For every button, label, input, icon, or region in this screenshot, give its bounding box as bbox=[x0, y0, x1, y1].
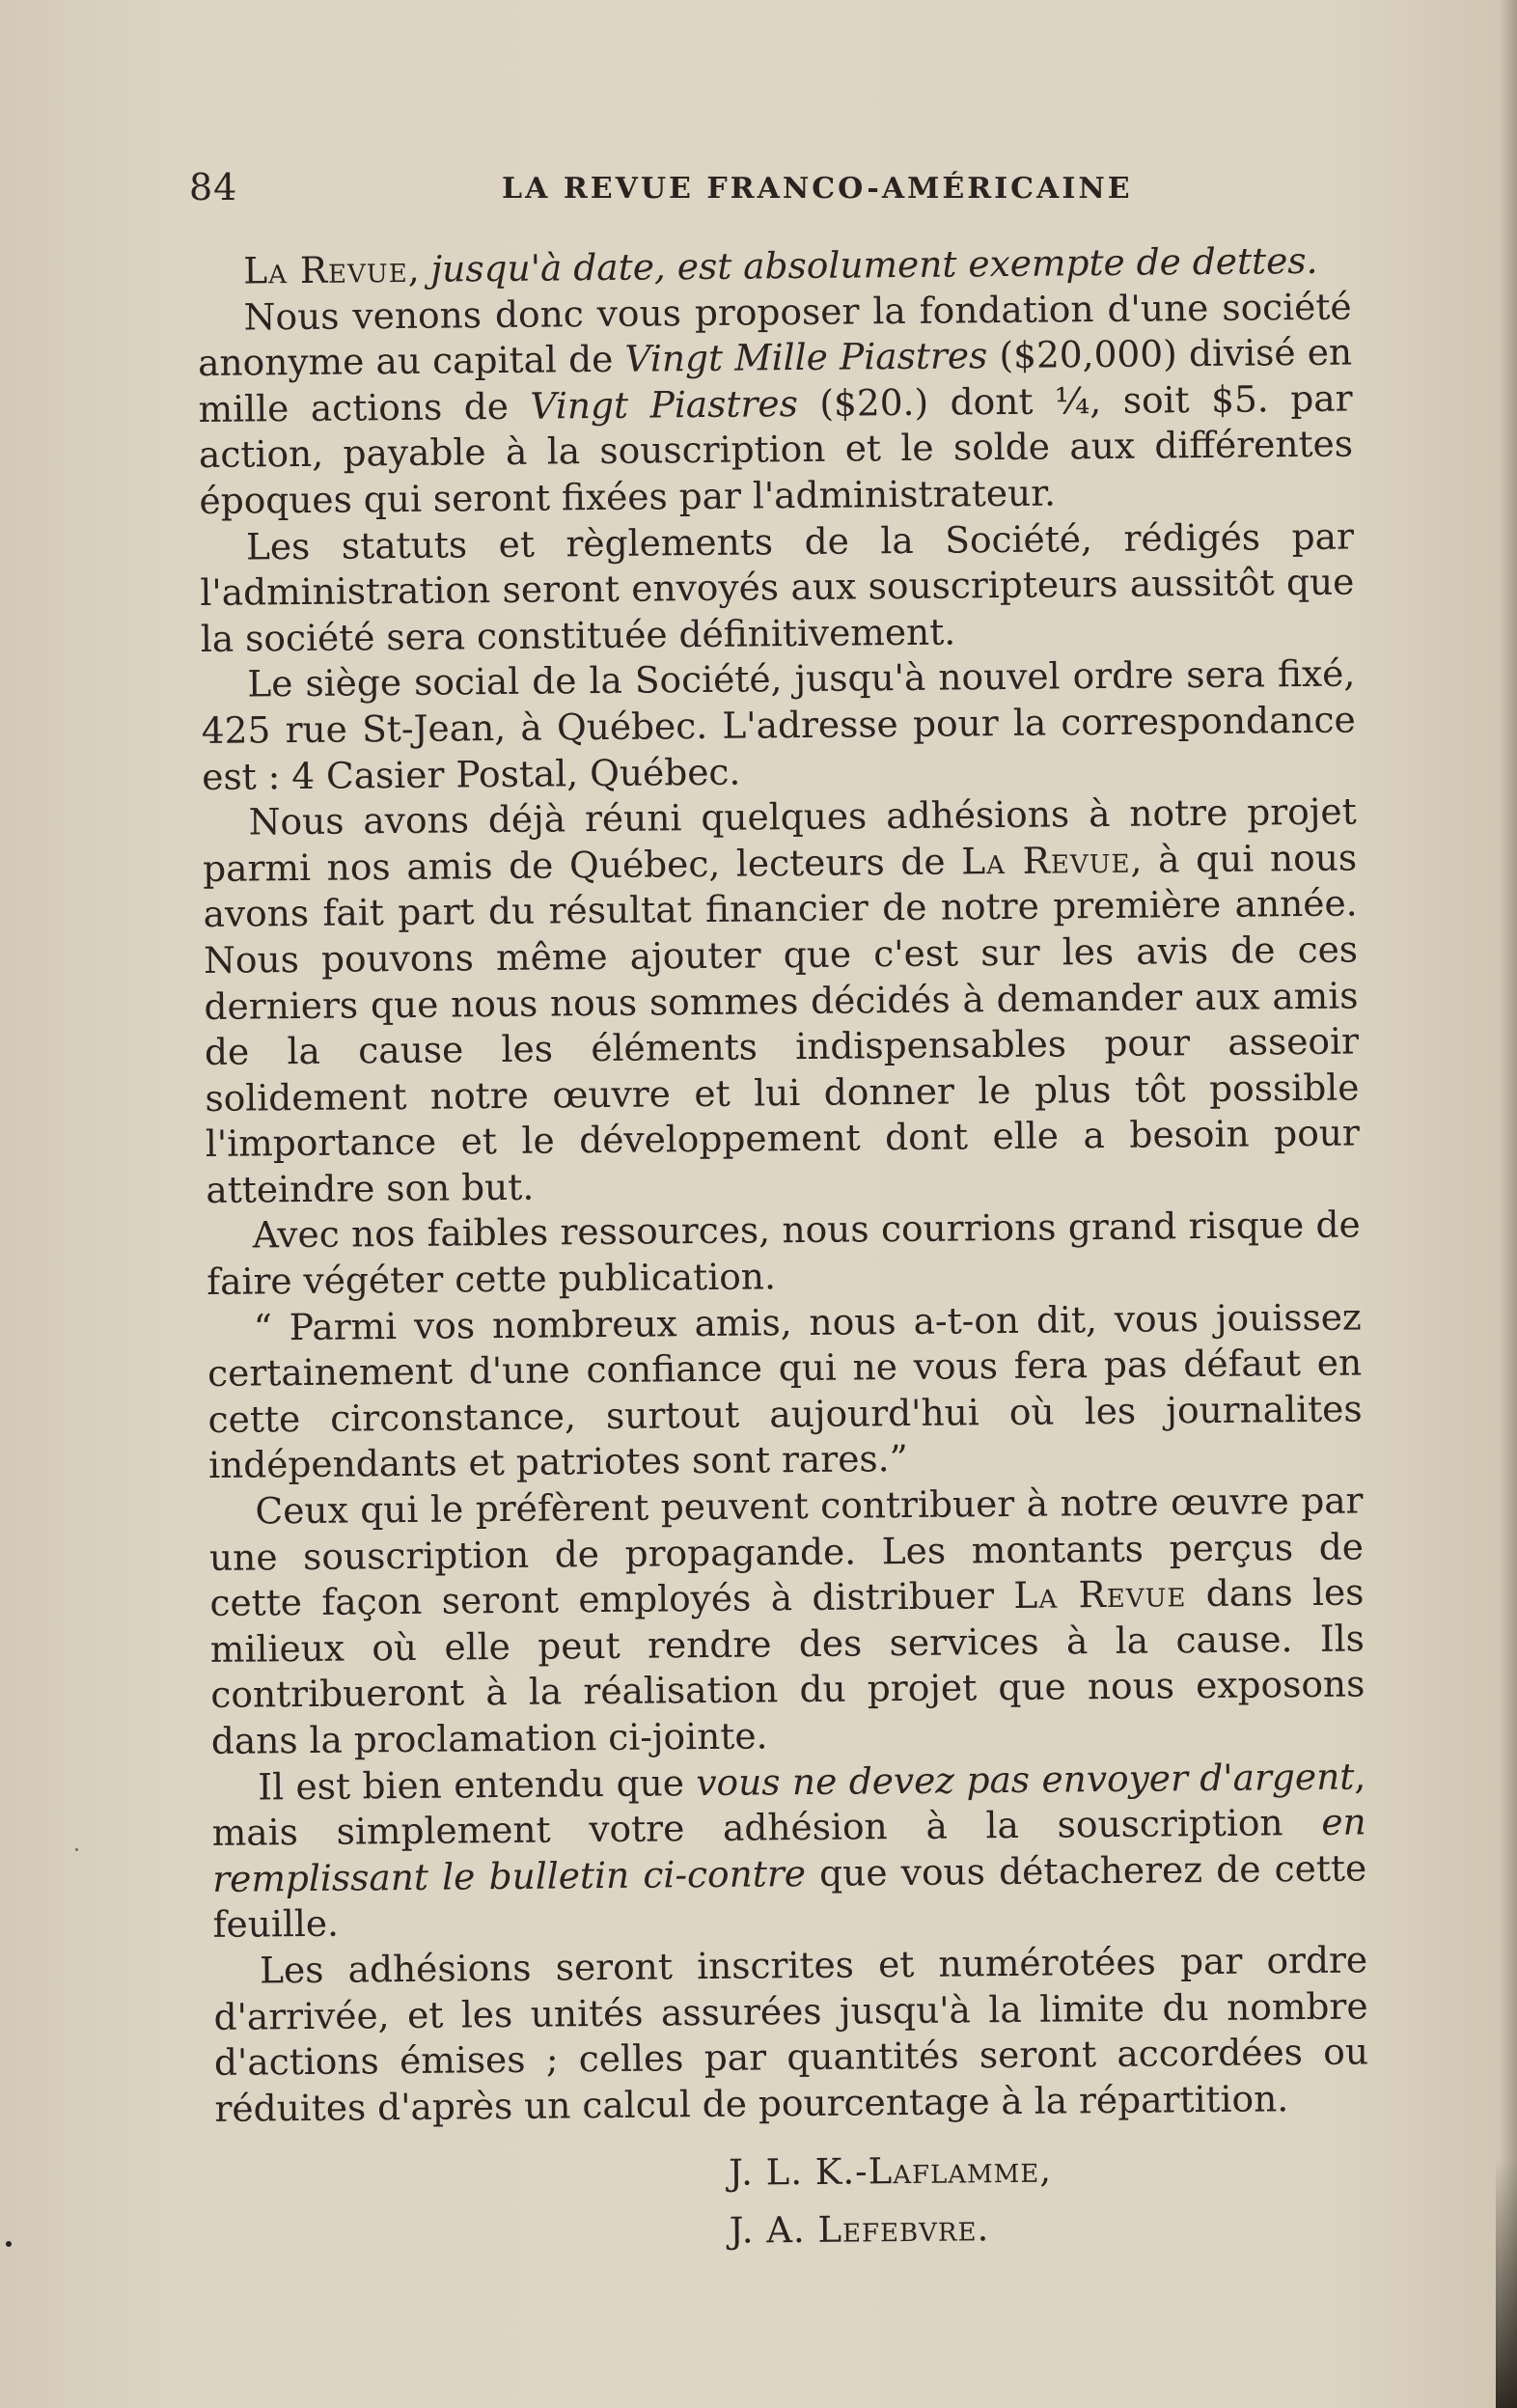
page-edge-shadow bbox=[1500, 0, 1517, 2408]
paragraph-6: Avec nos faibles ressources, nous courrions grand risque de faire végéter cette publication. bbox=[207, 1203, 1361, 1304]
text-run: ($20,000) divisé en mille actions de bbox=[198, 330, 1353, 430]
text-run: Nous venons donc vous proposer la fondation d'une société anonyme au capital de bbox=[197, 285, 1352, 385]
no-money-note: vous ne devez pas envoyer d'argent bbox=[696, 1755, 1355, 1804]
text-run: , mais simplement votre adhésion à la souscription bbox=[211, 1755, 1366, 1855]
comma: , bbox=[407, 247, 431, 291]
paragraph-2 bbox=[197, 284, 1353, 524]
debt-free-statement: jusqu'à date, est absolument exempte de dettes. bbox=[430, 238, 1318, 291]
journal-name: La Revue bbox=[243, 247, 408, 292]
paragraph-4: Le siège social de la Société, jusqu'à nouvel ordre sera fixé, 425 rue St-Jean, à Québec. L'adresse pour la correspondance est : 4 Casier Postal, Québec. bbox=[201, 651, 1356, 798]
share-value: Vingt Piastres bbox=[530, 381, 799, 428]
paragraph-8 bbox=[208, 1478, 1365, 1764]
journal-name: La Revue bbox=[961, 838, 1131, 883]
paragraph-3: Les statuts et règlements de la Société, rédigés par l'administration seront envoyés aux souscripteurs aussitôt que la société sera constituée définitivement. bbox=[200, 514, 1355, 660]
capital-amount: Vingt Mille Piastres bbox=[624, 334, 988, 380]
text-run: ($20.) dont ¼, soit $5. par action, payable à la souscription et le solde aux différentes époques qui seront fixées par l'administrateur. bbox=[198, 376, 1354, 522]
paragraph-7: “ Parmi vos nombreux amis, nous a-t-on dit, vous jouissez certainement d'une confiance qui ne vous fera pas défaut en cette circonstance, surtout aujourd'hui où les journalites indépendants et patriotes sont rares.” bbox=[207, 1295, 1363, 1487]
print-speck bbox=[75, 1848, 78, 1851]
text-run: dans les milieux où elle peut rendre des services à la cause. Ils contribueront à la réalisation du projet que nous exposons dans la proclamation ci-jointe. bbox=[209, 1570, 1365, 1762]
signature-block bbox=[215, 2139, 1370, 2265]
print-speck bbox=[6, 2241, 12, 2247]
text-run: , à qui nous avons fait part du résultat financier de notre première année. Nous pouvons même ajouter que c'est sur les avis de ces derniers que nous nous sommes décidés à demander aux amis de la cause les éléments indispensables pour asseoir solidement notre œuvre et lui donner le plus tôt possible l'importance et le développement dont elle a besoin pour atteindre son but. bbox=[203, 836, 1361, 1211]
text-run: Ceux qui le préfèrent peuvent contribuer à notre œuvre par une souscription de propagande. Les montants perçus de cette façon seront employés à distribuer bbox=[208, 1479, 1365, 1625]
article-body bbox=[197, 238, 1370, 2266]
journal-name: La Revue bbox=[1013, 1572, 1187, 1618]
signature-laflamme: J. L. K.-Laflamme, bbox=[728, 2148, 1053, 2195]
paragraph-5 bbox=[202, 789, 1360, 1214]
text-run: Il est bien entendu que bbox=[258, 1760, 697, 1809]
page-header bbox=[189, 166, 1355, 212]
page-number: 84 bbox=[189, 166, 238, 208]
text-run: que vous détacherez de cette feuille. bbox=[212, 1846, 1367, 1947]
bulletin-instruction: en remplissant le bulletin ci-contre bbox=[211, 1800, 1366, 1900]
page-corner-shadow bbox=[1496, 2157, 1517, 2408]
signature-lefebvre: J. A. Lefebvre. bbox=[729, 2207, 990, 2253]
text-run: Nous avons déjà réuni quelques adhésions à notre projet parmi nos amis de Québec, lecteurs de bbox=[202, 789, 1357, 890]
paragraph-9 bbox=[211, 1754, 1367, 1949]
running-title: LA REVUE FRANCO-AMÉRICAINE bbox=[502, 172, 1133, 206]
paragraph-10: Les adhésions seront inscrites et numérotées par ordre d'arrivée, et les unités assurées jusqu'à la limite du nombre d'actions émises ; celles par quantités seront accordées ou réduites d'après un calcul de pourcentage à la répartition. bbox=[213, 1938, 1369, 2130]
